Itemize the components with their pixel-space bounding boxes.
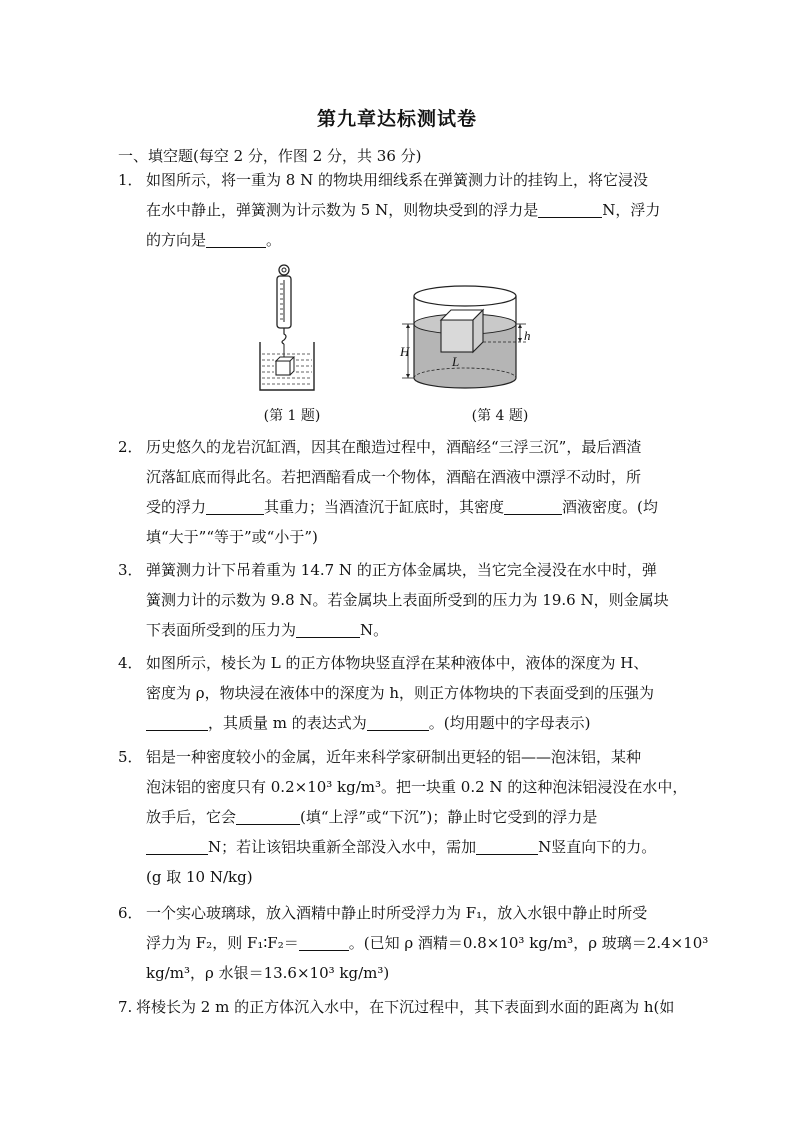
- answer-blank[interactable]: [146, 714, 208, 731]
- question-number: 1．: [118, 171, 143, 189]
- answer-blank[interactable]: [538, 201, 602, 218]
- label-H: H: [400, 344, 410, 359]
- answer-blank[interactable]: [206, 231, 266, 248]
- question-number: 6．: [118, 904, 143, 922]
- question-2: 2． 历史悠久的龙岩沉缸酒，因其在酿造过程中，酒醅经“三浮三沉”，最后酒渣 沉落缸底而得此名。若把酒醅看成一个物体，酒醅在酒液中漂浮不动时，所 受的浮力 其重力；当酒渣沉于缸底时，其密度 酒液密度。(均 填“大于”“等于”或“小于”): [118, 432, 686, 552]
- section-heading: 一、填空题(每空 2 分，作图 2 分，共 36 分): [118, 147, 422, 165]
- question-number: 4．: [118, 654, 143, 672]
- figure-1-caption: (第 1 题): [263, 408, 321, 424]
- answer-blank[interactable]: [367, 714, 429, 731]
- question-7: 7. 将棱长为 2 m 的正方体沉入水中，在下沉过程中，其下表面到水面的距离为 h(如: [118, 992, 686, 1022]
- answer-blank[interactable]: [476, 838, 538, 855]
- figure-4-caption: (第 4 题): [471, 408, 529, 424]
- question-1: 1． 如图所示，将一重为 8 N 的物块用细线系在弹簧测力计的挂钩上，将它浸没 在水中静止，弹簧测为计示数为 5 N，则物块受到的浮力是 N，浮力 的方向是 。: [118, 165, 686, 255]
- question-3: 3． 弹簧测力计下吊着重为 14.7 N 的正方体金属块，当它完全浸没在水中时，弹 簧测力计的示数为 9.8 N。若金属块上表面所受到的压力为 19.6 N，则金属块 下表面所受到的压力为 N。: [118, 555, 686, 645]
- answer-blank[interactable]: [299, 934, 349, 951]
- question-number: 5．: [118, 748, 143, 766]
- question-6: 6． 一个实心玻璃球，放入酒精中静止时所受浮力为 F₁，放入水银中静止时所受 浮力为 F₂，则 F₁∶F₂＝ 。(已知 ρ 酒精＝0.8×10³ kg/m³，ρ 玻璃＝2.4×10³ kg/m³，ρ 水银＝13.6×10³ kg/m³): [118, 898, 686, 988]
- question-5: 5． 铝是一种密度较小的金属，近年来科学家研制出更轻的铝——泡沫铝，某种 泡沫铝的密度只有 0.2×10³ kg/m³。把一块重 0.2 N 的这种泡沫铝浸没在水中， 放手后，它会 (填“上浮”或“下沉”)；静止时它受到的浮力是 N；若让该铝块重新全部没入水中，需加 N竖直向下的力。 (g 取 10 N/kg): [118, 742, 686, 892]
- figure-1-spring-scale: [250, 262, 324, 397]
- answer-blank[interactable]: [146, 838, 208, 855]
- question-4: 4． 如图所示，棱长为 L 的正方体物块竖直浮在某种液体中，液体的深度为 H、 密度为 ρ，物块浸在液体中的深度为 h，则正方体物块的下表面受到的压强为 ，其质量 m 的表达式为 。(均用题中的字母表示): [118, 648, 686, 738]
- question-number: 2．: [118, 438, 143, 456]
- question-number: 3．: [118, 561, 143, 579]
- page-title: 第九章达标测试卷: [316, 108, 477, 130]
- label-L: L: [452, 354, 460, 369]
- answer-blank[interactable]: [504, 498, 562, 515]
- figure-4-cylinder: [398, 282, 548, 392]
- answer-blank[interactable]: [236, 808, 300, 825]
- answer-blank[interactable]: [296, 621, 360, 638]
- answer-blank[interactable]: [206, 498, 264, 515]
- question-number: 7.: [118, 998, 133, 1016]
- label-h: h: [524, 328, 531, 343]
